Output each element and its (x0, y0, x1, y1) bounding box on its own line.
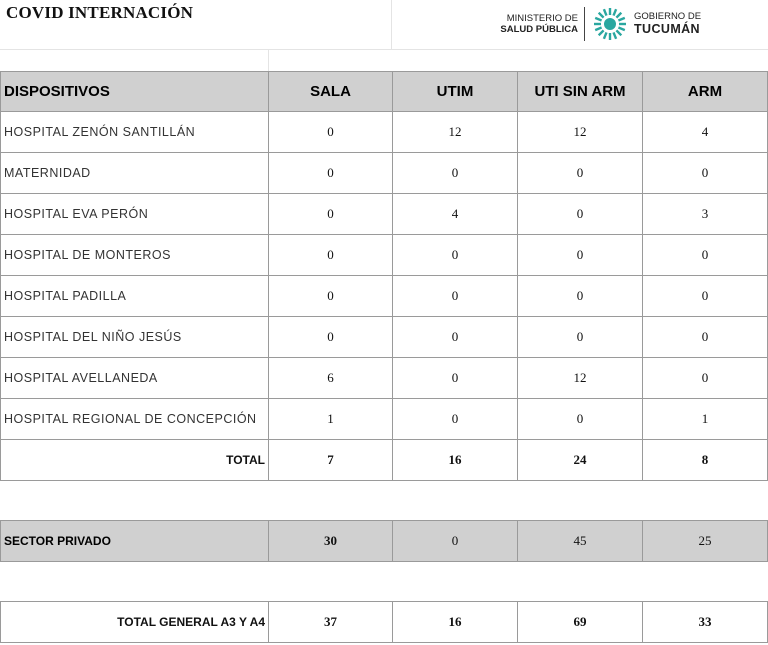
sala-value: 6 (269, 358, 393, 399)
spacer-row (1, 481, 768, 521)
table-row (1, 399, 768, 440)
utim-value: 0 (393, 153, 518, 194)
arm-value: 0 (643, 235, 768, 276)
private-sala: 30 (269, 521, 393, 562)
hospital-name: MATERNIDAD (1, 153, 269, 194)
gobierno-label (634, 11, 701, 35)
total-utim: 16 (393, 440, 518, 481)
uti-value: 12 (518, 112, 643, 153)
header-sala: SALA (269, 72, 393, 112)
uti-value: 0 (518, 399, 643, 440)
header-arm: ARM (643, 72, 768, 112)
utim-value: 12 (393, 112, 518, 153)
utim-value: 0 (393, 235, 518, 276)
utim-value: 0 (393, 317, 518, 358)
grand-total-row (1, 602, 768, 643)
private-utim: 0 (393, 521, 518, 562)
utim-value: 0 (393, 399, 518, 440)
grand-total-label: TOTAL GENERAL A3 Y A4 (1, 602, 269, 643)
government-logo (498, 6, 718, 42)
spacer-row (1, 562, 768, 602)
page-title: COVID INTERNACIÓN (6, 3, 194, 22)
grand-total-sala: 37 (269, 602, 393, 643)
uti-value: 12 (518, 358, 643, 399)
hospital-name: HOSPITAL DEL NIÑO JESÚS (1, 317, 269, 358)
total-sala: 7 (269, 440, 393, 481)
uti-value: 0 (518, 194, 643, 235)
ministerio-line1: MINISTERIO DE (506, 13, 578, 24)
sala-value: 0 (269, 276, 393, 317)
sala-value: 0 (269, 317, 393, 358)
arm-value: 0 (643, 153, 768, 194)
private-arm: 25 (643, 521, 768, 562)
sala-value: 1 (269, 399, 393, 440)
total-arm: 8 (643, 440, 768, 481)
gridline (391, 0, 392, 50)
arm-value: 0 (643, 276, 768, 317)
table-row (1, 358, 768, 399)
arm-value: 0 (643, 317, 768, 358)
sun-emblem-icon (592, 6, 628, 42)
hospital-name: HOSPITAL ZENÓN SANTILLÁN (1, 112, 269, 153)
grand-total-utim: 16 (393, 602, 518, 643)
table-row (1, 276, 768, 317)
total-row (1, 440, 768, 481)
header-uti-sin-arm: UTI SIN ARM (518, 72, 643, 112)
hospital-name: HOSPITAL AVELLANEDA (1, 358, 269, 399)
private-uti: 45 (518, 521, 643, 562)
ministerio-line2: SALUD PÚBLICA (500, 24, 578, 35)
sala-value: 0 (269, 112, 393, 153)
table-row (1, 317, 768, 358)
gridline (0, 49, 768, 50)
table-row (1, 112, 768, 153)
table-row (1, 194, 768, 235)
private-sector-label: SECTOR PRIVADO (1, 521, 269, 562)
hospitalization-table (0, 71, 768, 643)
table-row (1, 153, 768, 194)
uti-value: 0 (518, 276, 643, 317)
logo-divider (584, 7, 585, 41)
utim-value: 4 (393, 194, 518, 235)
table-row (1, 235, 768, 276)
gridline (268, 50, 269, 71)
sala-value: 0 (269, 194, 393, 235)
header-utim: UTIM (393, 72, 518, 112)
arm-value: 4 (643, 112, 768, 153)
arm-value: 0 (643, 358, 768, 399)
total-uti: 24 (518, 440, 643, 481)
hospital-name: HOSPITAL PADILLA (1, 276, 269, 317)
hospital-name: HOSPITAL EVA PERÓN (1, 194, 269, 235)
gobierno-line2: TUCUMÁN (634, 22, 700, 36)
grand-total-arm: 33 (643, 602, 768, 643)
hospital-name: HOSPITAL REGIONAL DE CONCEPCIÓN (1, 399, 269, 440)
uti-value: 0 (518, 235, 643, 276)
total-label: TOTAL (1, 440, 269, 481)
sala-value: 0 (269, 153, 393, 194)
ministerio-label (498, 13, 578, 35)
arm-value: 3 (643, 194, 768, 235)
uti-value: 0 (518, 153, 643, 194)
uti-value: 0 (518, 317, 643, 358)
arm-value: 1 (643, 399, 768, 440)
gobierno-line1: GOBIERNO DE (634, 11, 702, 22)
header-row (1, 72, 768, 112)
private-sector-row (1, 521, 768, 562)
hospital-name: HOSPITAL DE MONTEROS (1, 235, 269, 276)
grand-total-uti: 69 (518, 602, 643, 643)
utim-value: 0 (393, 358, 518, 399)
utim-value: 0 (393, 276, 518, 317)
sala-value: 0 (269, 235, 393, 276)
header-dispositivos: DISPOSITIVOS (1, 72, 269, 112)
